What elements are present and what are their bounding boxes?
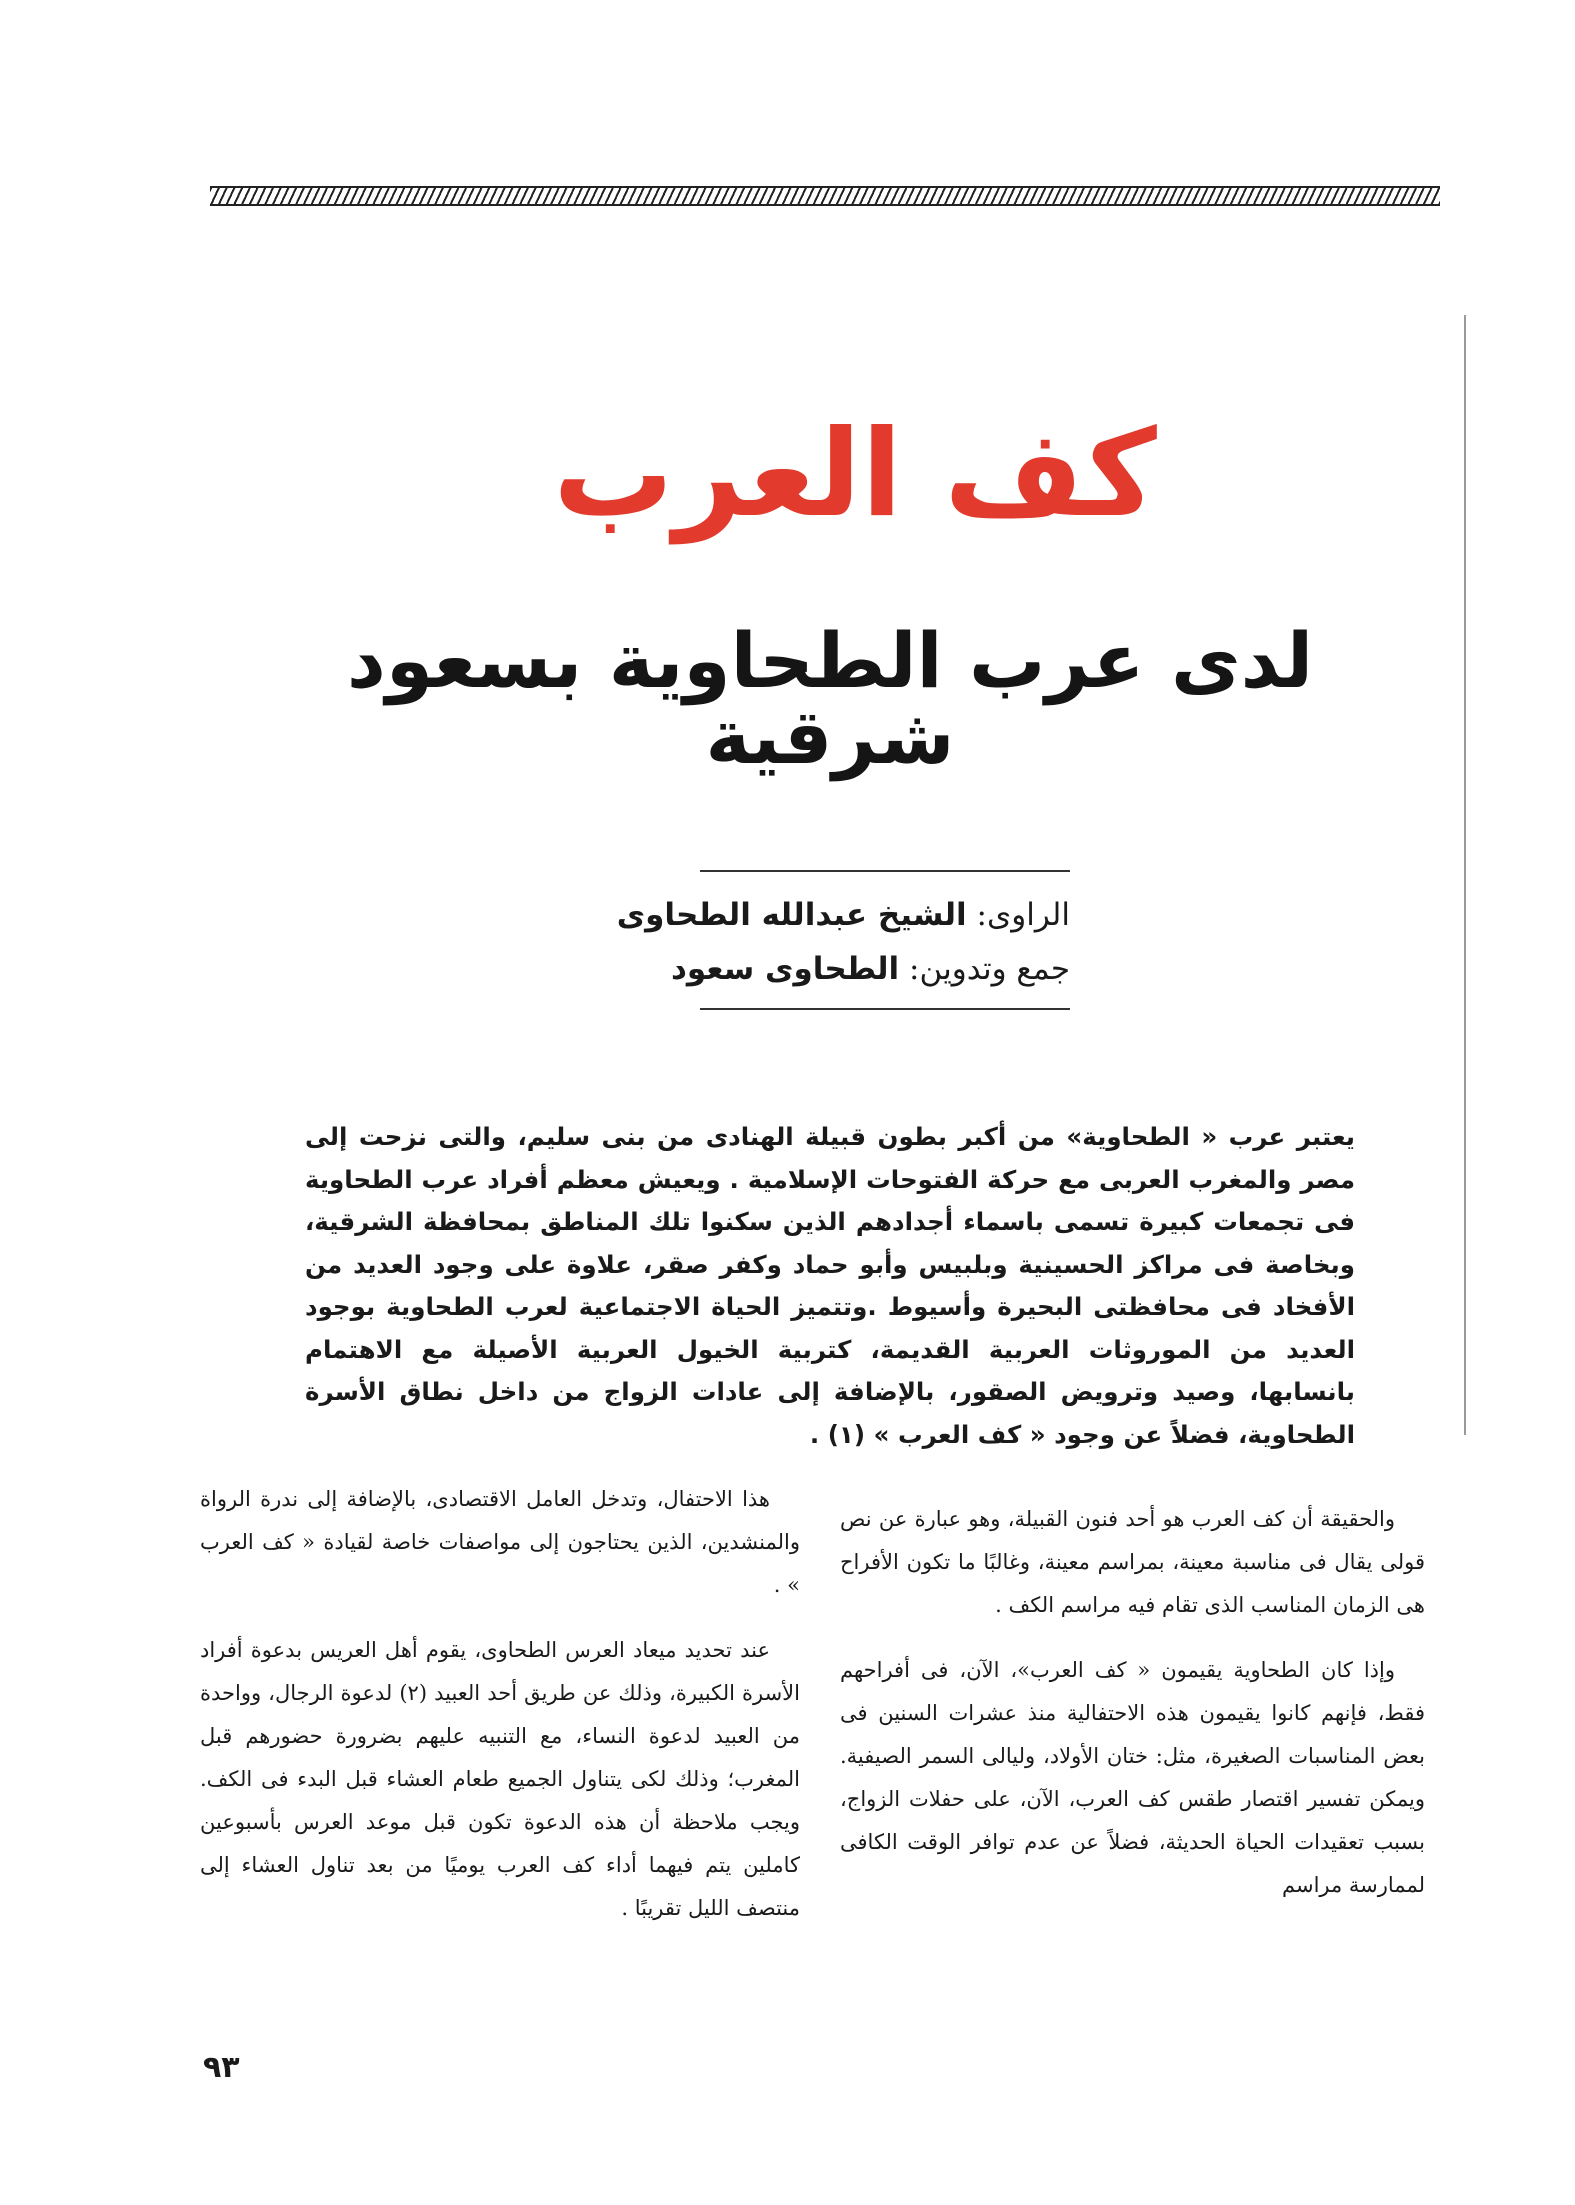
credits-block xyxy=(616,870,1070,1010)
narrator-label: الراوى: xyxy=(976,897,1070,933)
compiler-credit xyxy=(670,942,1070,996)
side-divider-line xyxy=(1464,315,1466,1435)
body-paragraph: عند تحديد ميعاد العرس الطحاوى، يقوم أهل العريس بدعوة أفراد الأسرة الكبيرة، وذلك عن طريق أحد العبيد (٢) لدعوة الرجال، وواحدة من العبيد لدعوة النساء، مع التنبيه عليهم بضرورة حضورهم قبل المغرب؛ وذلك لكى يتناول الجميع طعام العشاء قبل البدء فى الكف. ويجب ملاحظة أن هذه الدعوة تكون قبل موعد العرس بأسبوعين كاملين يتم فيهما أداء كف العرب يوميًا من بعد تناول العشاء إلى منتصف الليل تقريبًا . xyxy=(200,1638,800,1920)
page-number: ٩٣ xyxy=(203,2050,240,2085)
compiler-name: الطحاوى سعود xyxy=(670,951,900,987)
body-column-right xyxy=(840,1498,1425,1929)
body-column-left xyxy=(200,1478,800,1952)
body-paragraph: وإذا كان الطحاوية يقيمون « كف العرب»، الآن، فى أفراحهم فقط، فإنهم كانوا يقيمون هذه الاحتفالية منذ عشرات السنين فى بعض المناسبات الصغيرة، مثل: ختان الأولاد، وليالى السمر الصيفية. ويمكن تفسير اقتصار طقس كف العرب، الآن، على حفلات الزواج، بسبب تعقيدات الحياة الحديثة، فضلاً عن عدم توافر الوقت الكافى لممارسة مراسم xyxy=(840,1658,1425,1897)
article-subtitle: لدى عرب الطحاوية بسعود شرقية xyxy=(346,616,1314,782)
narrator-name: الشيخ عبدالله الطحاوى xyxy=(616,897,967,933)
article-title: كف العرب xyxy=(553,405,1157,545)
decorative-header-rule xyxy=(210,186,1440,206)
body-paragraph: والحقيقة أن كف العرب هو أحد فنون القبيلة، وهو عبارة عن نص قولى يقال فى مناسبة معينة، بمراسم معينة، وغالبًا ما تكون الأفراح هى الزمان المناسب الذى تقام فيه مراسم الكف . xyxy=(840,1507,1425,1617)
intro-paragraph: يعتبر عرب « الطحاوية» من أكبر بطون قبيلة الهنادى من بنى سليم، والتى نزحت إلى مصر والمغرب العربى مع حركة الفتوحات الإسلامية . ويعيش معظم أفراد عرب الطحاوية فى تجمعات كبيرة تسمى باسماء أجدادهم الذين سكنوا تلك المناطق بمحافظة الشرقية، وبخاصة فى مراكز الحسينية وبلبيس وأبو حماد وكفر صقر، علاوة على وجود العديد من الأفخاد فى محافظتى البحيرة وأسيوط .وتتميز الحياة الاجتماعية لعرب الطحاوية بوجود العديد من الموروثات العربية القديمة، كتربية الخيول العربية الأصيلة مع الاهتمام بانسابها، وصيد وترويض الصقور، بالإضافة إلى عادات الزواج من داخل نطاق الأسرة الطحاوية، فضلاً عن وجود « كف العرب » (١) . xyxy=(305,1122,1355,1449)
compiler-label: جمع وتدوين: xyxy=(909,951,1070,987)
narrator-credit xyxy=(616,888,1070,942)
body-paragraph: هذا الاحتفال، وتدخل العامل الاقتصادى، بالإضافة إلى ندرة الرواة والمنشدين، الذين يحتاجون إلى مواصفات خاصة لقيادة « كف العرب » . xyxy=(200,1487,800,1597)
